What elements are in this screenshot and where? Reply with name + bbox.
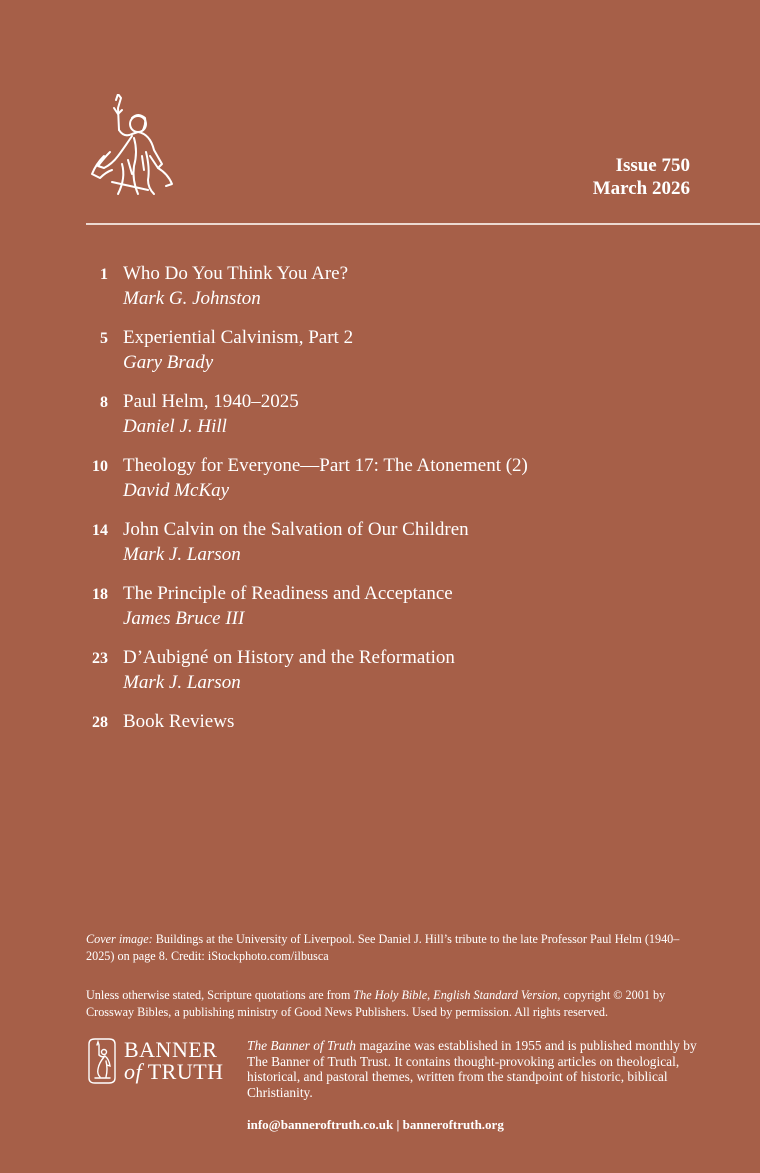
website-link[interactable]: banneroftruth.org xyxy=(402,1117,504,1132)
preacher-figure-icon xyxy=(88,94,178,198)
toc-article-title: D’Aubigné on History and the Reformation xyxy=(123,647,455,668)
toc-entry xyxy=(84,518,704,582)
toc-entry xyxy=(84,454,704,518)
cover-note-text: Buildings at the University of Liverpool. See Daniel J. Hill’s tribute to the late Professor Paul Helm (1940–2025) on page 8. Credit: iStockphoto.com/ilbusca xyxy=(86,932,680,963)
toc-page-number: 10 xyxy=(92,458,108,475)
brand-name-truth: TRUTH xyxy=(142,1059,224,1084)
toc-page-number: 1 xyxy=(100,266,108,283)
toc-page-number: 5 xyxy=(100,330,108,347)
toc-entry xyxy=(84,646,704,710)
toc-article-author: Daniel J. Hill xyxy=(123,416,227,437)
toc-page-number: 18 xyxy=(92,586,108,603)
toc-article-title: Experiential Calvinism, Part 2 xyxy=(123,327,354,348)
toc-article-title: The Principle of Readiness and Acceptance xyxy=(123,583,453,604)
toc-article-title: John Calvin on the Salvation of Our Children xyxy=(123,519,469,540)
toc-article-title: Who Do You Think You Are? xyxy=(123,263,349,284)
cover-image-credit xyxy=(86,931,696,964)
scripture-copyright-note xyxy=(86,987,696,1020)
magazine-name: The Banner of Truth xyxy=(247,1038,356,1053)
toc-article-author: David McKay xyxy=(123,480,230,501)
toc-article-title: Book Reviews xyxy=(123,711,235,732)
issue-number: Issue 750 xyxy=(615,155,690,176)
scripture-note-before: Unless otherwise stated, Scripture quotations are from xyxy=(86,988,354,1002)
banner-of-truth-emblem-icon xyxy=(86,1037,118,1085)
magazine-description xyxy=(247,1038,697,1100)
magazine-description-text: magazine was established in 1955 and is published monthly by The Banner of Truth Trust. It contains thought-provoking articles on theological, historical, and pastoral themes, written from the standpoint of historic, biblical Christianity. xyxy=(247,1038,697,1100)
scripture-note-bible: The Holy Bible, English Standard Version, xyxy=(353,988,561,1002)
toc-page-number: 14 xyxy=(92,522,108,539)
toc-article-author: Mark J. Larson xyxy=(123,544,241,565)
brand-name-banner: BANNER xyxy=(124,1037,218,1062)
toc-article-title: Paul Helm, 1940–2025 xyxy=(123,391,299,412)
brand-name-of: of xyxy=(124,1059,143,1084)
toc-article-author: Gary Brady xyxy=(123,352,214,373)
header-divider xyxy=(86,223,760,225)
scripture-note-after: copyright © 2001 by Crossway Bibles, a publishing ministry of Good News Publishers. Used by permission. All rights reserved. xyxy=(86,988,666,1019)
table-of-contents xyxy=(84,262,704,774)
toc-page-number: 23 xyxy=(92,650,108,667)
toc-entry xyxy=(84,582,704,646)
toc-article-author: James Bruce III xyxy=(123,608,245,629)
banner-of-truth-logo xyxy=(86,1037,224,1085)
toc-page-number: 8 xyxy=(100,394,108,411)
toc-article-author: Mark J. Larson xyxy=(123,672,241,693)
contact-info xyxy=(247,1117,504,1133)
issue-date: March 2026 xyxy=(592,178,690,199)
issue-info xyxy=(593,154,690,200)
toc-entry xyxy=(84,390,704,454)
toc-entry xyxy=(84,326,704,390)
contact-email-link[interactable]: info@banneroftruth.co.uk xyxy=(247,1117,394,1132)
toc-article-author: Mark G. Johnston xyxy=(123,288,261,309)
toc-entry xyxy=(84,710,704,774)
toc-page-number: 28 xyxy=(92,714,108,731)
contact-separator: | xyxy=(393,1117,403,1132)
toc-article-title: Theology for Everyone—Part 17: The Atonement (2) xyxy=(123,455,528,476)
toc-entry xyxy=(84,262,704,326)
cover-note-label: Cover image: xyxy=(86,932,153,946)
